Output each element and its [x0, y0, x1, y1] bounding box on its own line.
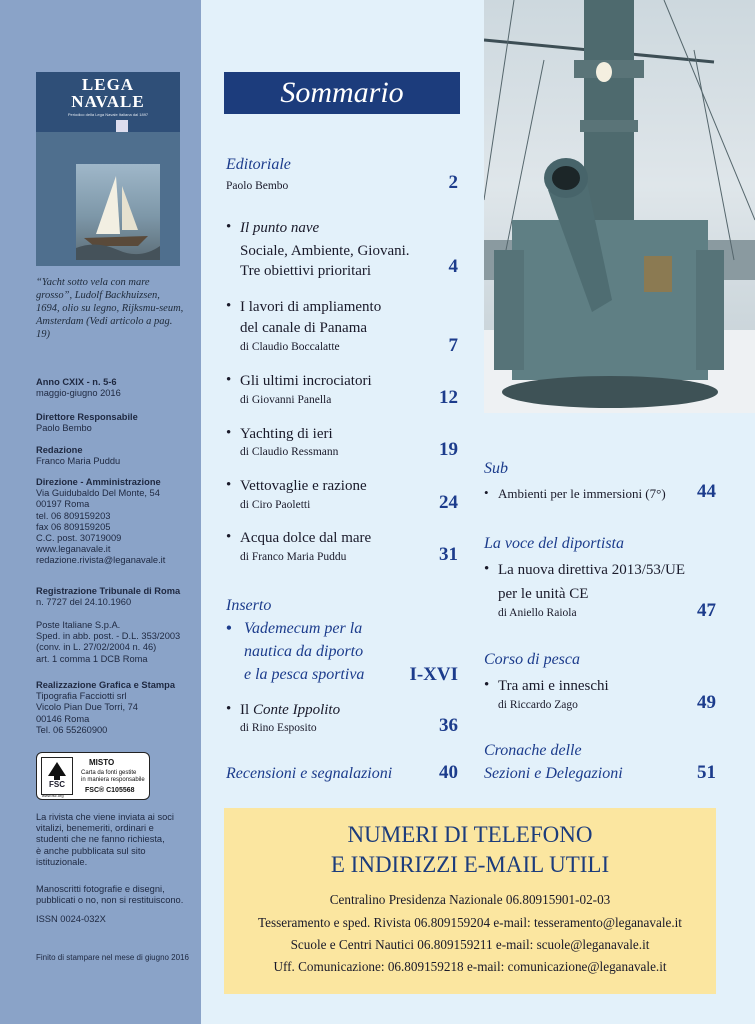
print-date-note: Finito di stampare nel mese di giugno 2016: [36, 953, 189, 962]
bullet-icon: •: [484, 561, 490, 577]
fsc-url: www.fsc.org: [42, 793, 64, 798]
cover-caption: “Yacht sotto vela con mare grosso”, Ludolf Backhuizsen, 1694, olio su legno, Rijksmu-seum, Amsterdam (Vedi articolo a pag. 19): [36, 277, 184, 340]
page-title: Sommario: [224, 72, 460, 114]
email-link[interactable]: redazione.rivista@leganavale.it: [36, 555, 166, 566]
section-editoriale: Editoriale: [226, 156, 291, 173]
magazine-cover: [36, 72, 180, 266]
page-acqua: 31: [439, 544, 458, 565]
director-info: Direttore Responsabile Paolo Bembo: [36, 412, 138, 434]
page-inserto: I-XVI: [409, 664, 458, 685]
section-sub: Sub: [484, 460, 508, 477]
title-punto-nave-2: Tre obiettivi prioritari: [240, 263, 372, 279]
contact-line: Tesseramento e sped. Rivista 06.809159204 e-mail: tesseramento@leganavale.it: [258, 915, 682, 930]
contacts-box: [224, 808, 716, 994]
title-sub: Ambienti per le immersioni (7°): [498, 486, 666, 501]
bullet-icon: •: [226, 477, 232, 493]
section-pesca: Corso di pesca: [484, 651, 580, 668]
author-yachting: di Claudio Ressmann: [240, 446, 339, 458]
fsc-misto: MISTO: [89, 758, 115, 767]
contact-line: Centralino Presidenza Nazionale 06.80915901-02-03: [329, 892, 611, 907]
author-panama: di Claudio Boccalatte: [240, 341, 340, 353]
kicker-punto-nave: Il punto nave: [240, 220, 320, 236]
page-sub: 44: [697, 481, 716, 502]
title-pesca: Tra ami e inneschi: [498, 678, 609, 694]
sailboat-icon: [76, 164, 160, 260]
page-incrociatori: 12: [439, 387, 458, 408]
bullet-icon: •: [226, 372, 232, 388]
title-punto-nave-1: Sociale, Ambiente, Giovani.: [240, 243, 410, 259]
title-conte-prefix: Il: [240, 702, 250, 718]
author-pesca: di Riccardo Zago: [498, 699, 578, 711]
title-panama-2: del canale di Panama: [240, 320, 368, 336]
bullet-icon: •: [226, 425, 232, 441]
title-diportista-1: La nuova direttiva 2013/53/UE: [498, 562, 686, 578]
admin-info: Direzione - Amministrazione Via Guidubaldo Del Monte, 54 00197 Roma tel. 06 809159203 fax 06 809159205 C.C. post. 30719009 www.leganavale.it redazione.rivista@leganavale.it: [36, 477, 196, 567]
fsc-line2: in maniera responsabile: [81, 777, 145, 783]
author-diportista: di Aniello Raiola: [498, 607, 577, 619]
fsc-code: FSC® C105568: [85, 787, 135, 794]
distribution-note: La rivista che viene inviata ai soci vitalizi, benemeriti, ordinari e studenti che ne fanno richiesta, è anche pubblicata sul sito istituzionale.: [36, 812, 174, 867]
title-inserto-1: Vademecum per la: [244, 620, 363, 637]
cover-subtitle: Periodico della Lega Navale Italiana dal 1897: [67, 112, 149, 117]
contacts-title-2: E INDIRIZZI E-MAIL UTILI: [330, 852, 610, 877]
title-inserto-3: e la pesca sportiva: [244, 666, 365, 683]
title-inserto-2: nautica da diporto: [244, 643, 364, 660]
author-conte: di Rino Esposito: [240, 722, 317, 734]
contact-line: Scuole e Centri Nautici 06.809159211 e-mail: scuole@leganavale.it: [290, 937, 650, 952]
page-punto-nave: 4: [448, 256, 458, 277]
manuscripts-note: Manoscritti fotografie e disegni, pubblicati o no, non si restituiscono.: [36, 884, 184, 906]
section-cronache-1: Cronache delle: [484, 742, 582, 759]
section-inserto: Inserto: [226, 597, 272, 614]
title-acqua: Acqua dolce dal mare: [240, 530, 372, 546]
issn: ISSN 0024-032X: [36, 914, 106, 924]
fsc-line1: Carta da fonti gestite: [81, 770, 137, 776]
postal-info: Poste Italiane S.p.A. Sped. in abb. post. - D.L. 353/2003 (conv. in L. 27/02/2004 n. 46) art. 1 comma 1 DCB Roma: [36, 620, 181, 664]
registration-info: Registrazione Tribunale di Roma n. 7727 del 24.10.1960: [36, 586, 181, 608]
sidebar: [0, 0, 201, 1024]
section-cronache-2: Sezioni e Delegazioni: [484, 765, 623, 782]
cover-title: LEGA NAVALE: [71, 75, 145, 111]
fsc-badge: [36, 752, 150, 800]
cover-painting: [76, 164, 160, 260]
page-yachting: 19: [439, 439, 458, 460]
bullet-icon: •: [226, 529, 232, 545]
ship-gun-icon: [484, 0, 755, 413]
bullet-icon: •: [226, 219, 232, 235]
page-panama: 7: [448, 335, 458, 356]
author-acqua: di Franco Maria Puddu: [240, 551, 347, 563]
website-link[interactable]: www.leganavale.it: [36, 544, 111, 555]
author-vettovaglie: di Ciro Paoletti: [240, 499, 311, 511]
page-vettovaglie: 24: [439, 492, 458, 513]
page-cronache: 51: [697, 762, 716, 783]
page-pesca: 49: [697, 692, 716, 713]
author-incrociatori: di Giovanni Panella: [240, 394, 332, 406]
author-editoriale: Paolo Bembo: [226, 180, 289, 192]
issue-info: Anno CXIX - n. 5-6 maggio-giugno 2016: [36, 377, 121, 399]
print-info: Realizzazione Grafica e Stampa Tipografia Facciotti srl Vicolo Pian Due Torri, 74 00146 Roma Tel. 06 55260900: [36, 680, 175, 735]
bullet-icon: •: [484, 677, 490, 693]
bullet-icon: •: [226, 701, 232, 717]
title-panama-1: I lavori di ampliamento: [240, 299, 382, 315]
title-yachting: Yachting di ieri: [240, 426, 333, 442]
qr-code-icon: [116, 120, 128, 132]
page-recensioni: 40: [439, 762, 458, 783]
editorial-info: Redazione Franco Maria Puddu: [36, 445, 121, 467]
contacts-title-1: NUMERI DI TELEFONO: [347, 822, 593, 847]
bullet-icon: •: [226, 620, 232, 637]
title-vettovaglie: Vettovaglie e razione: [240, 478, 367, 494]
page-diportista: 47: [697, 600, 716, 621]
page-conte: 36: [439, 715, 458, 736]
ship-gun-photo: [484, 0, 755, 413]
bullet-icon: •: [226, 298, 232, 314]
title-incrociatori: Gli ultimi incrociatori: [240, 373, 372, 389]
contact-line: Uff. Comunicazione: 06.809159218 e-mail: comunicazione@leganavale.it: [273, 959, 667, 974]
bullet-icon: •: [484, 485, 489, 500]
title-conte: Conte Ippolito: [253, 702, 341, 718]
section-diportista: La voce del diportista: [484, 535, 624, 552]
fsc-tree-icon: FSC: [41, 757, 73, 795]
section-recensioni: Recensioni e segnalazioni: [226, 765, 393, 782]
title-diportista-2: per le unità CE: [498, 586, 589, 602]
page-editoriale: 2: [448, 172, 458, 193]
